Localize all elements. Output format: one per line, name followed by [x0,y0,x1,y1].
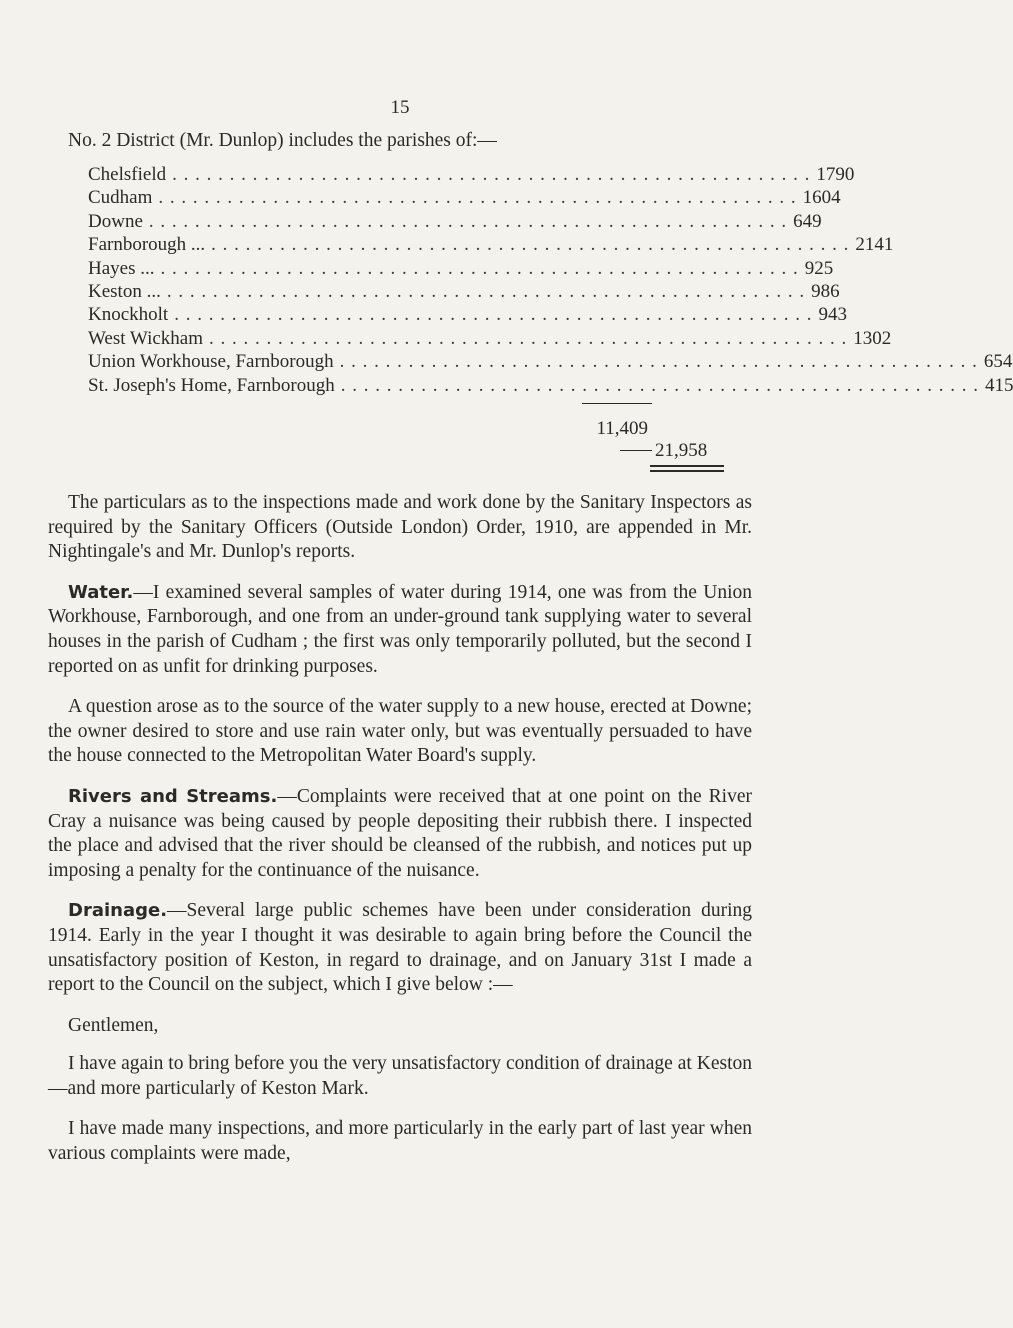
parish-name: Hayes ... [88,257,155,279]
leader-dots: . . . . . . . . . . . . . . . . . . . . . . . . . . . . . . . . . . . . . . . . . . . . . . . . . . . . . . . . [160,257,799,279]
parish-population: 1790 [816,164,855,185]
parish-population: 986 [811,280,840,302]
parish-population: 2141 [855,234,894,256]
water-paragraph [48,581,752,679]
leader-dots: . . . . . . . . . . . . . . . . . . . . . . . . . . . . . . . . . . . . . . . . . . . . . . . . . . . . . . . . [174,304,813,326]
parish-name: West Wickham [88,327,204,349]
rivers-heading: Rivers and Streams. [68,785,278,807]
parish-row [88,210,822,234]
parish-population: 415 [984,374,1013,396]
parish-population: 1604 [802,187,841,209]
parish-row [88,304,847,327]
page-number: 15 [390,97,410,118]
water-heading: Water. [68,581,134,603]
parish-population: 654 [983,351,1013,373]
parish-population: 1302 [853,327,892,349]
drainage-paragraph [48,899,752,997]
leader-dots: . . . . . . . . . . . . . . . . . . . . . . . . . . . . . . . . . . . . . . . . . . . . . . . . . . . . . . . . [340,374,979,396]
parish-name: Downe [88,210,143,232]
leader-dots: . . . . . . . . . . . . . . . . . . . . . . . . . . . . . . . . . . . . . . . . . . . . . . . . . . . . . . . . [339,351,978,373]
subtotal: 11,409 [596,418,648,439]
parish-name: Chelsfield [88,164,167,185]
parish-row [88,280,840,304]
grand-total: 21,958 [655,440,708,461]
leader-dots: . . . . . . . . . . . . . . . . . . . . . . . . . . . . . . . . . . . . . . . . . . . . . . . . . . . . . . . . [158,187,797,209]
leader-dots: . . . . . . . . . . . . . . . . . . . . . . . . . . . . . . . . . . . . . . . . . . . . . . . . . . . . . . . . [209,327,848,349]
parish-row [88,187,841,210]
parish-table [88,164,1013,398]
rivers-text: —Complaints were received that at one point on the River Cray a nuisance was being caused by people depositing their rubbish there. I inspected the place and advised that the river should be cleansed of the rubbish, and notices put up imposing a penalty for the continuance of the nuisance. [48,785,752,881]
drainage-text: —Several large public schemes have been under consideration during 1914. Early in the year I thought it was desirable to again bring before the Council the unsatisfactory position of Keston, in regard to drainage, and on January 31st I made a report to the Council on the subject, which I give below :— [48,900,752,996]
leader-dots: . . . . . . . . . . . . . . . . . . . . . . . . . . . . . . . . . . . . . . . . . . . . . . . . . . . . . . . . [166,280,806,302]
parish-name: Keston ... [88,280,161,302]
district-intro: No. 2 District (Mr. Dunlop) includes the parishes of:— [68,130,497,151]
parish-population: 925 [804,257,834,279]
letter-paragraph: I have made many inspections, and more particularly in the early part of last year when various complaints were made, [48,1118,752,1165]
water-text: —I examined several samples of water during 1914, one was from the Union Workhouse, Farnborough, and one from an under-ground tank supplying water to several houses in the parish of Cudham ; the first was only temporarily polluted, but the second I reported on as unfit for drinking purposes. [48,581,752,677]
leader-dots: . . . . . . . . . . . . . . . . . . . . . . . . . . . . . . . . . . . . . . . . . . . . . . . . . . . . . . . . [211,234,850,256]
parish-row [88,164,855,187]
parish-name: Cudham [88,187,153,209]
parish-population: 649 [793,210,822,232]
parish-name: Knockholt [88,304,169,326]
letter-paragraph: I have again to bring before you the very unsatisfactory condition of drainage at Keston—and more particularly of Keston Mark. [48,1053,752,1099]
water-supply-paragraph: A question arose as to the source of the water supply to a new house, erected at Downe; the owner desired to store and use rain water only, but was eventually persuaded to have the house connected to the Metropolitan Water Board's supply. [48,696,752,767]
parish-name: Union Workhouse, Farnborough [88,351,334,373]
parish-row [88,374,1013,398]
report-body [48,491,752,1183]
total-double-rule [650,465,724,472]
leader-dots: . . . . . . . . . . . . . . . . . . . . . . . . . . . . . . . . . . . . . . . . . . . . . . . . . . . . . . . . [172,164,811,185]
rivers-paragraph [48,785,752,883]
parish-population: 943 [818,304,847,326]
parish-name: St. Joseph's Home, Farnborough [88,374,335,396]
drainage-heading: Drainage. [68,900,168,922]
parish-row [88,234,894,257]
parish-row [88,257,834,281]
subtotal-rule [582,403,652,404]
parish-row [88,351,1013,374]
parish-name: Farnborough ... [88,234,206,256]
parish-row [88,327,892,351]
letter-salutation: Gentlemen, [68,1014,159,1036]
particulars-paragraph: The particulars as to the inspections made and work done by the Sanitary Inspectors as required by the Sanitary Officers (Outside London) Order, 1910, are appended in Mr. Nightingale's and Mr. Dunlop's reports. [48,492,752,563]
leader-dots: . . . . . . . . . . . . . . . . . . . . . . . . . . . . . . . . . . . . . . . . . . . . . . . . . . . . . . . . [148,210,788,232]
total-leader-rule [620,450,652,451]
